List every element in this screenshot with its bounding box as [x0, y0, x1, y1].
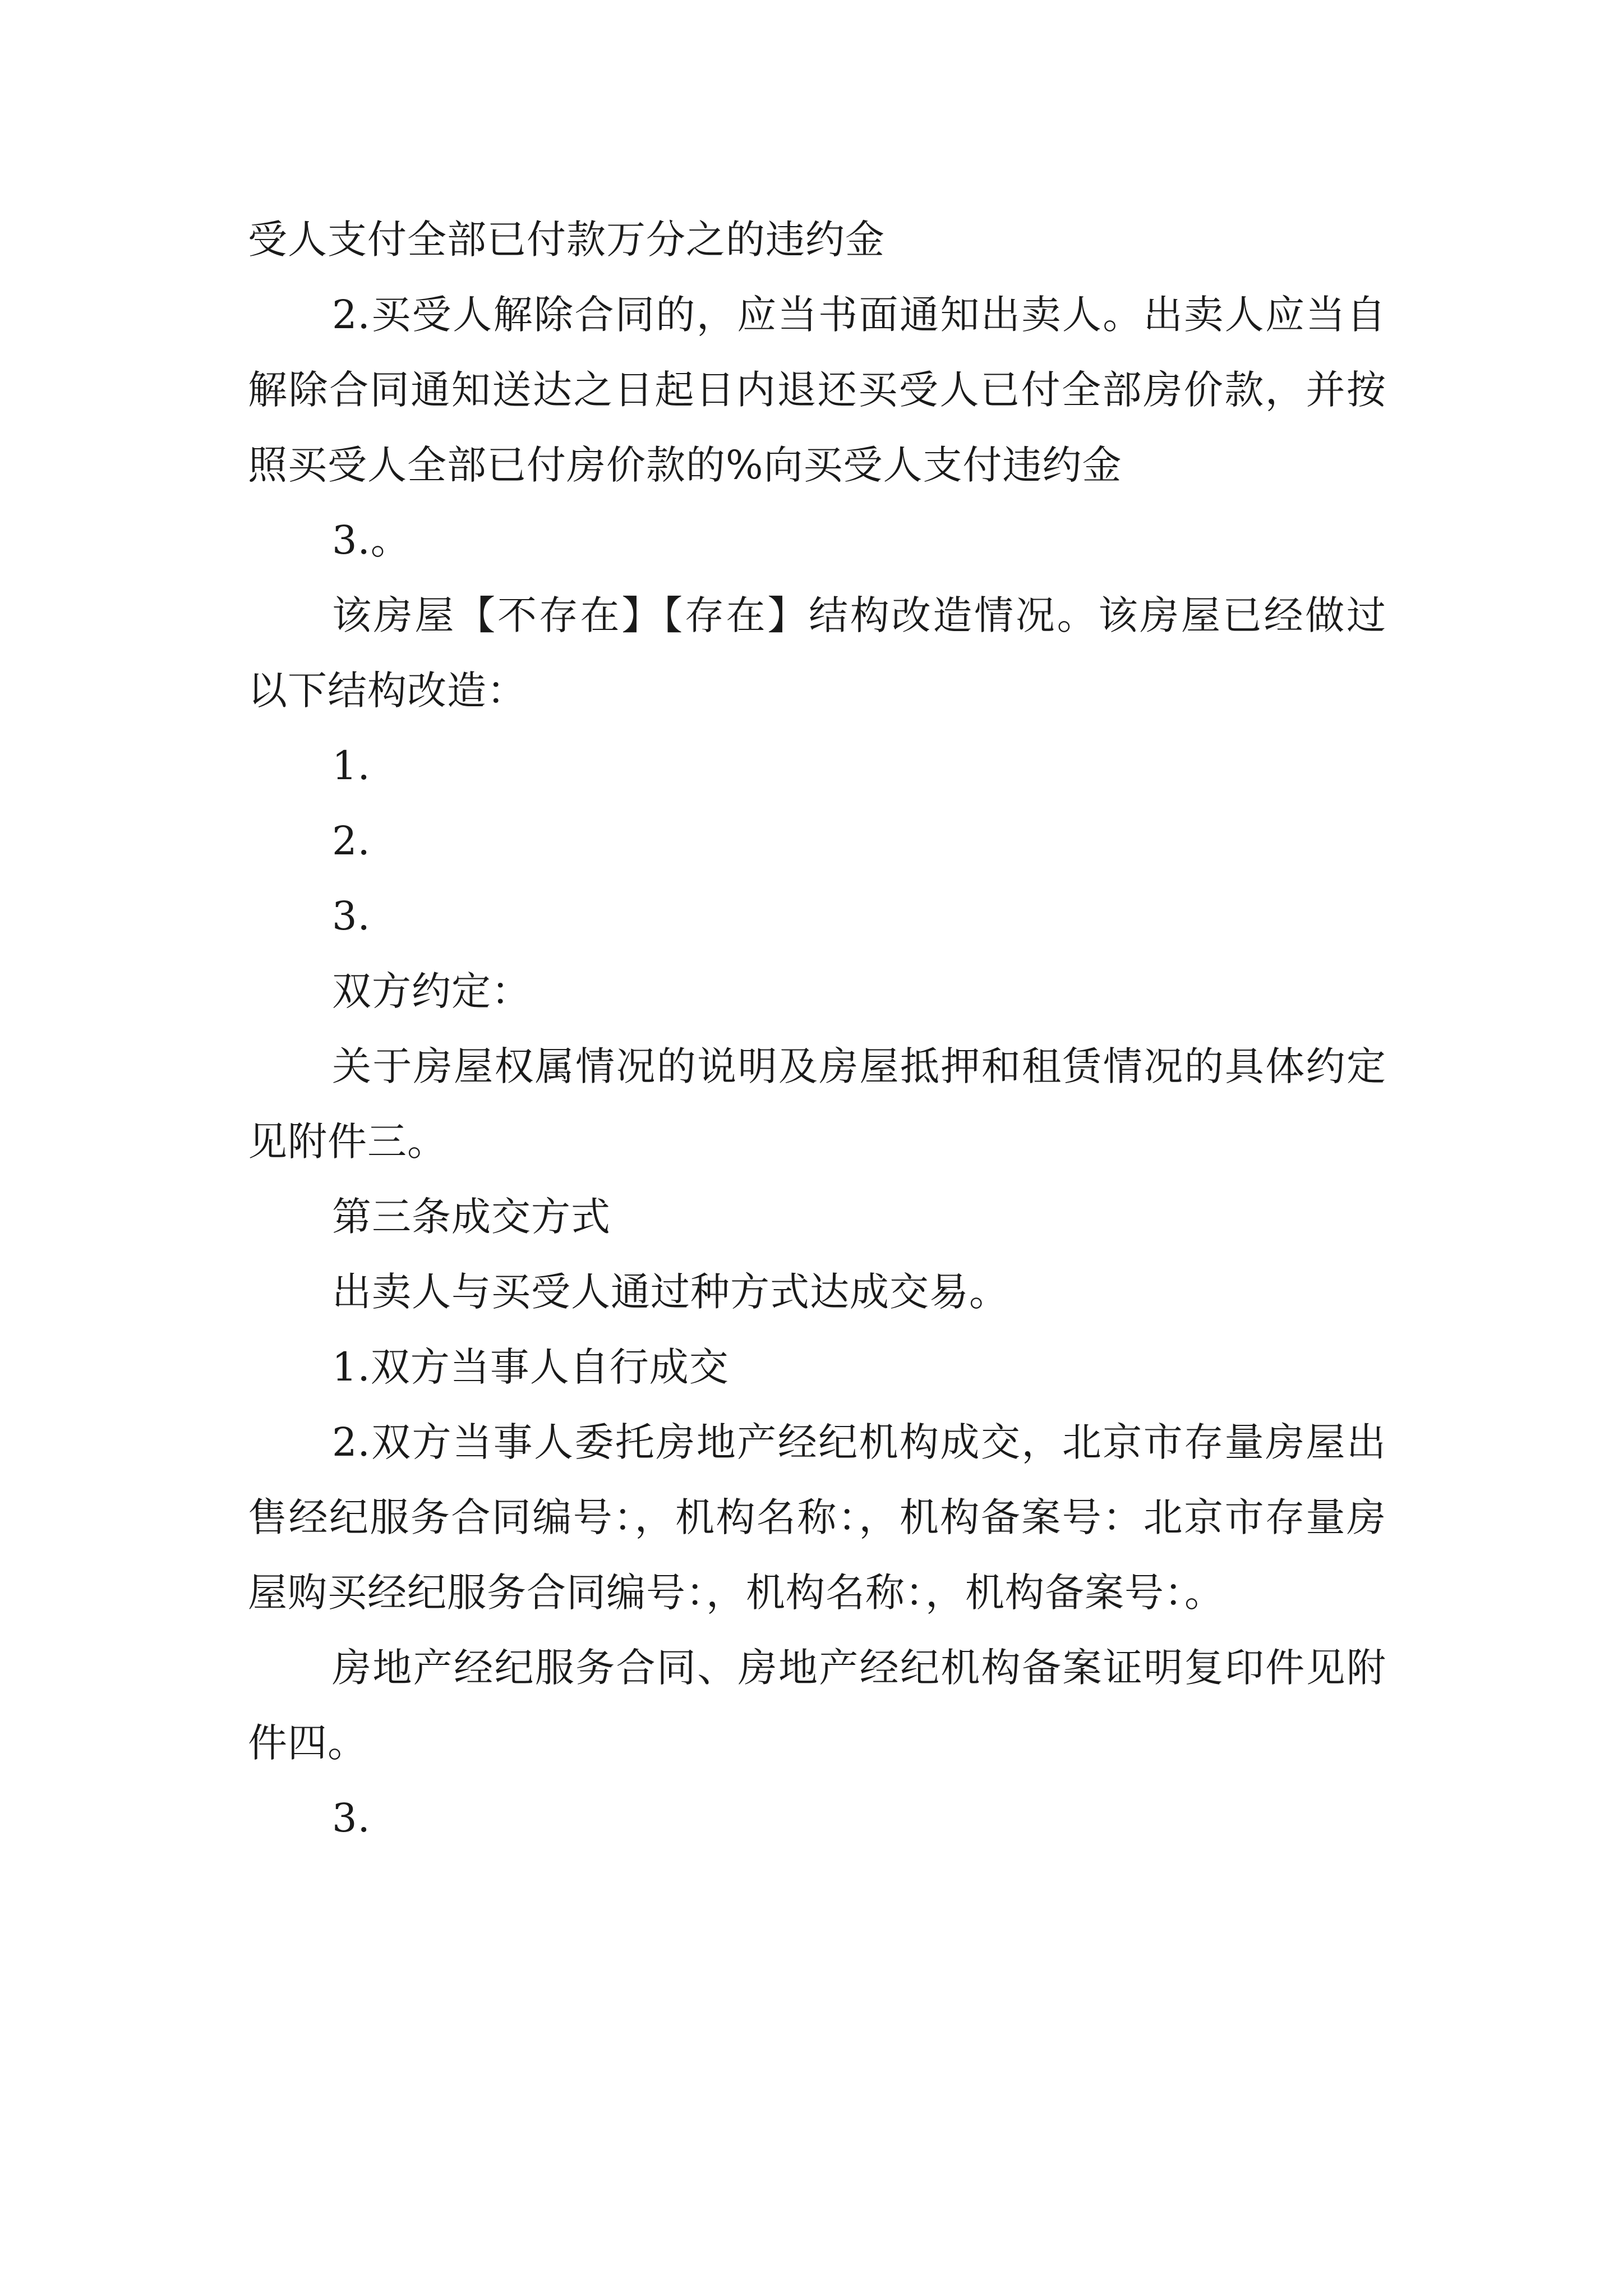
- paragraph-4: 该房屋【不存在】【存在】结构改造情况。该房屋已经做过以下结构改造：: [248, 592, 1386, 714]
- paragraph-2: 2.买受人解除合同的，应当书面通知出卖人。出卖人应当自解除合同通知送达之日起日内退还买受人已付全部房价款，并按照买受人全部已付房价款的%向买受人支付违约金: [248, 292, 1386, 488]
- document-body: [248, 202, 1386, 1856]
- paragraph-3: 3.。: [332, 517, 411, 563]
- paragraph-13: 2.双方当事人委托房地产经纪机构成交，北京市存量房屋出售经纪服务合同编号：，机构名称：，机构备案号：北京市存量房屋购买经纪服务合同编号：，机构名称：，机构备案号：。: [248, 1419, 1386, 1616]
- paragraph-1: 受人支付全部已付款万分之的违约金: [248, 217, 885, 263]
- paragraph-5: 1.: [332, 743, 371, 789]
- paragraph-7: 3.: [332, 893, 371, 939]
- paragraph-11: 出卖人与买受人通过种方式达成交易。: [332, 1269, 1009, 1315]
- paragraph-6: 2.: [332, 818, 371, 864]
- paragraph-9: 关于房屋权属情况的说明及房屋抵押和租赁情况的具体约定见附件三。: [248, 1043, 1386, 1165]
- paragraph-15: 3.: [332, 1795, 371, 1841]
- paragraph-12: 1.双方当事人自行成交: [332, 1344, 729, 1390]
- paragraph-14: 房地产经纪服务合同、房地产经纪机构备案证明复印件见附件四。: [248, 1645, 1386, 1766]
- section-heading-article-3: 第三条成交方式: [332, 1194, 611, 1240]
- paragraph-8: 双方约定：: [332, 968, 531, 1014]
